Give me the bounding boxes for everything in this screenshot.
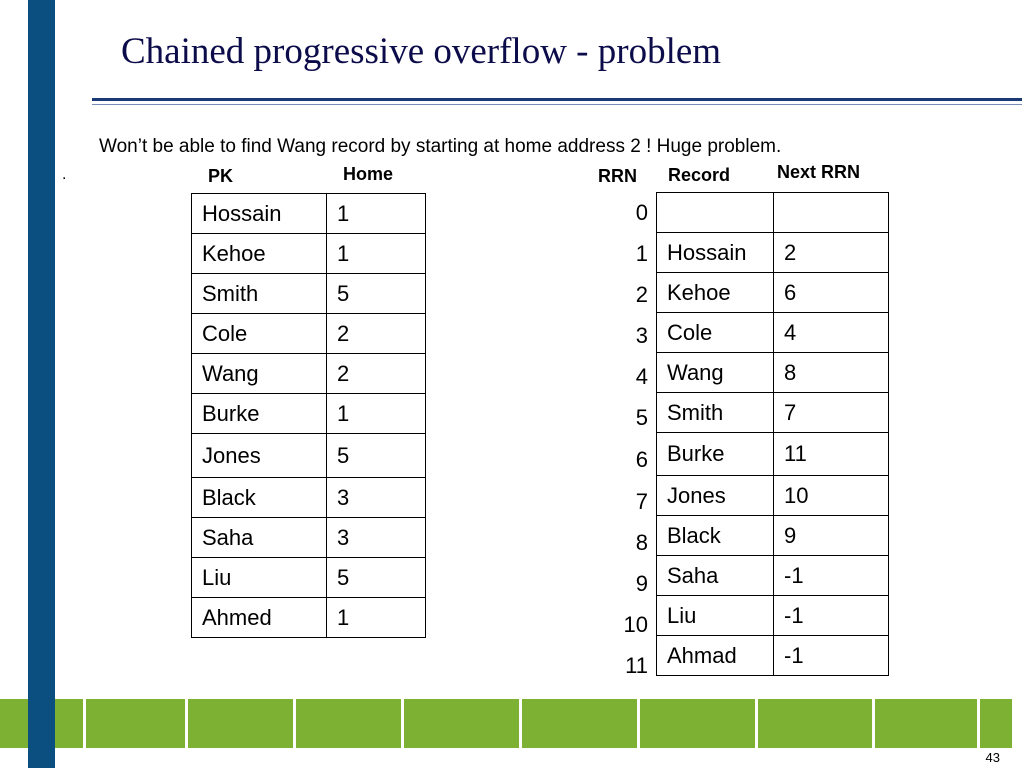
table-row (657, 233, 889, 273)
rrn-value: 1 (635, 241, 648, 266)
next-rrn-cell: 4 (774, 313, 889, 353)
pk-cell: Kehoe (192, 234, 327, 274)
table-row (657, 433, 889, 476)
left-accent-bar-footer (28, 699, 55, 768)
pk-cell: Liu (192, 558, 327, 598)
rrn-value: 0 (635, 200, 648, 225)
pk-cell: Jones (192, 434, 327, 478)
record-cell: Smith (657, 393, 774, 433)
home-cell: 2 (327, 314, 426, 354)
footer-segment (980, 699, 1012, 748)
home-header: Home (343, 164, 394, 184)
record-cell: Hossain (657, 233, 774, 273)
rrn-value: 11 (625, 653, 648, 678)
title-divider-thin (92, 104, 1022, 105)
pk-cell: Hossain (192, 194, 327, 234)
page-number: 43 (985, 750, 1000, 765)
record-header: Record (668, 165, 731, 185)
rrn-value: 8 (635, 530, 648, 555)
table-row (192, 314, 426, 354)
record-cell: Liu (657, 596, 774, 636)
home-cell: 3 (327, 518, 426, 558)
left-accent-bar (28, 0, 55, 768)
record-cell: Black (657, 516, 774, 556)
home-cell: 1 (327, 598, 426, 638)
table-row (192, 518, 426, 558)
pk-cell: Wang (192, 354, 327, 394)
next-rrn-cell: 8 (774, 353, 889, 393)
footer-segment (188, 699, 293, 748)
next-rrn-cell: 6 (774, 273, 889, 313)
home-cell: 5 (327, 558, 426, 598)
footer-segment (404, 699, 519, 748)
table-row (192, 274, 426, 314)
record-cell: Jones (657, 476, 774, 516)
home-cell: 2 (327, 354, 426, 394)
record-cell: Kehoe (657, 273, 774, 313)
home-address-table (191, 193, 426, 638)
table-row (192, 598, 426, 638)
home-cell: 1 (327, 234, 426, 274)
table-row (657, 193, 889, 233)
next-rrn-cell: 7 (774, 393, 889, 433)
rrn-value: 4 (635, 364, 648, 389)
home-cell: 1 (327, 194, 426, 234)
table-row (192, 234, 426, 274)
next-rrn-cell: 9 (774, 516, 889, 556)
next-rrn-cell: 11 (774, 433, 889, 476)
table-row (657, 393, 889, 433)
rrn-value: 5 (635, 405, 648, 430)
next-rrn-cell (774, 193, 889, 233)
pk-cell: Black (192, 478, 327, 518)
table-row (192, 478, 426, 518)
pk-cell: Cole (192, 314, 327, 354)
rrn-value: 10 (623, 612, 648, 637)
footer-segment (86, 699, 185, 748)
pk-cell: Smith (192, 274, 327, 314)
rrn-header: RRN (598, 166, 637, 186)
footer-segment (522, 699, 637, 748)
table-row (657, 313, 889, 353)
home-cell: 3 (327, 478, 426, 518)
table-row (192, 394, 426, 434)
home-cell: 5 (327, 274, 426, 314)
footer-segment (296, 699, 401, 748)
record-cell: Ahmad (657, 636, 774, 676)
table-row (657, 273, 889, 313)
footer-segment (875, 699, 977, 748)
rrn-column (594, 192, 648, 686)
footer-band (0, 699, 1024, 748)
slide-subtitle: Won’t be able to find Wang record by starting at home address 2 ! Huge problem. (99, 136, 782, 157)
footer-segment (758, 699, 872, 748)
next-rrn-header: Next RRN (777, 162, 861, 182)
pk-cell: Saha (192, 518, 327, 558)
footer-segment (640, 699, 755, 748)
table-row (192, 434, 426, 478)
rrn-value: 2 (635, 282, 648, 307)
next-rrn-cell: 10 (774, 476, 889, 516)
home-cell: 5 (327, 434, 426, 478)
table-row (657, 556, 889, 596)
next-rrn-cell: 2 (774, 233, 889, 273)
table-row (657, 516, 889, 556)
table-row (657, 636, 889, 676)
bullet-dot: . (62, 166, 67, 183)
pk-cell: Ahmed (192, 598, 327, 638)
record-cell: Saha (657, 556, 774, 596)
table-row (657, 476, 889, 516)
table-row (192, 558, 426, 598)
rrn-value: 7 (635, 489, 648, 514)
record-cell: Burke (657, 433, 774, 476)
record-cell: Cole (657, 313, 774, 353)
rrn-value: 3 (635, 323, 648, 348)
next-rrn-cell: -1 (774, 636, 889, 676)
table-row (192, 354, 426, 394)
slide-title: Chained progressive overflow - problem (121, 31, 722, 72)
pk-cell: Burke (192, 394, 327, 434)
rrn-value: 6 (635, 447, 648, 472)
next-rrn-cell: -1 (774, 556, 889, 596)
home-cell: 1 (327, 394, 426, 434)
title-divider (92, 98, 1022, 101)
record-cell: Wang (657, 353, 774, 393)
pk-header: PK (208, 166, 234, 186)
table-row (192, 194, 426, 234)
rrn-value: 9 (635, 571, 648, 596)
next-rrn-cell: -1 (774, 596, 889, 636)
table-row (657, 353, 889, 393)
table-row (657, 596, 889, 636)
file-records-table (656, 192, 889, 676)
record-cell (657, 193, 774, 233)
